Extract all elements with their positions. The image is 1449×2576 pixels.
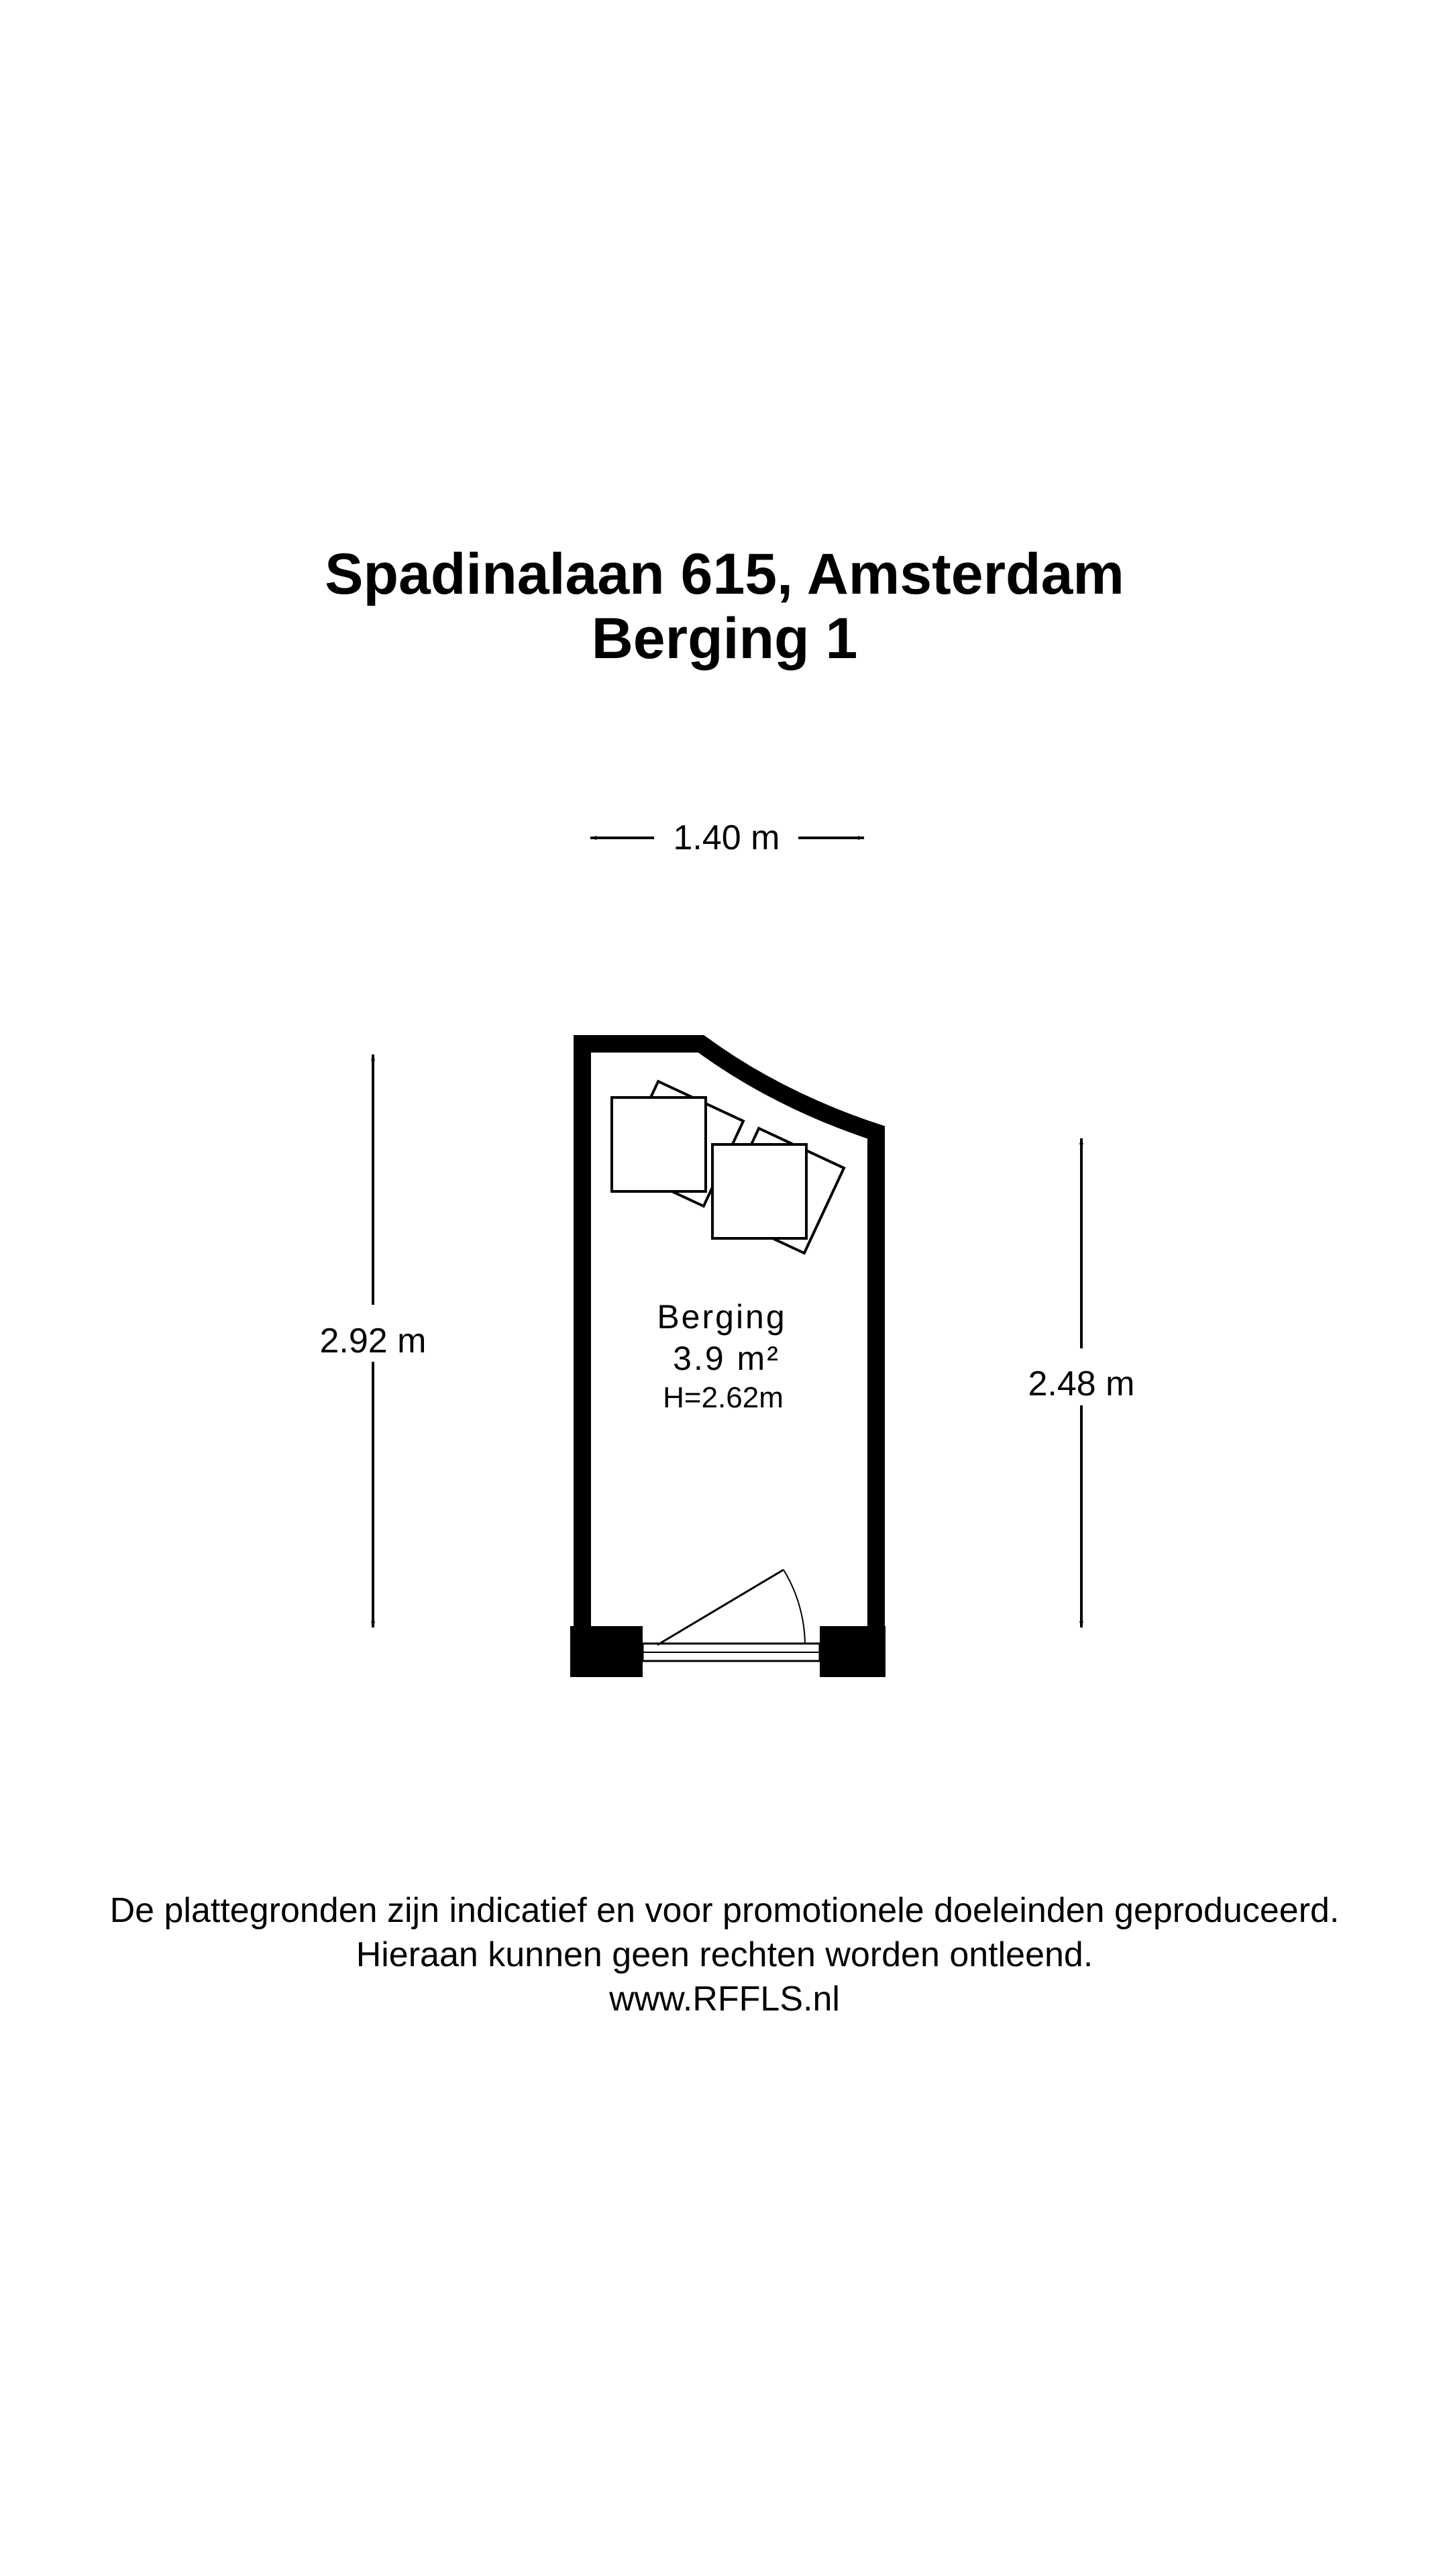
website-link[interactable]: www.RFFLS.nl <box>609 1980 840 2019</box>
room-name: Berging <box>657 1298 787 1336</box>
disclaimer-line-2: Hieraan kunnen geen rechten worden ontleend. <box>356 1935 1093 1974</box>
door-leaf <box>657 1570 784 1645</box>
box-front-1 <box>612 1097 706 1191</box>
right-height-dimension <box>1028 1138 1135 1627</box>
address-title: Spadinalaan 615, Amsterdam <box>325 542 1124 606</box>
room-height: H=2.62m <box>663 1381 784 1414</box>
width-dimension-label: 1.40 m <box>673 818 780 857</box>
right-height-label: 2.48 m <box>1028 1364 1135 1403</box>
width-dimension <box>590 818 864 857</box>
left-height-label: 2.92 m <box>319 1322 427 1360</box>
floor-title: Berging 1 <box>591 606 858 671</box>
left-height-dimension <box>320 1055 427 1627</box>
box-front-2 <box>712 1144 806 1238</box>
room-label <box>657 1298 786 1414</box>
wall-block-right <box>820 1626 885 1677</box>
door-swing-arc <box>784 1570 805 1644</box>
room-area: 3.9 m² <box>673 1340 780 1377</box>
disclaimer <box>0 1888 1449 2021</box>
wall-block-left <box>570 1626 643 1677</box>
door <box>643 1570 820 1661</box>
disclaimer-line-1: De plattegronden zijn indicatief en voor promotionele doeleinden geproduceerd. <box>109 1891 1340 1930</box>
